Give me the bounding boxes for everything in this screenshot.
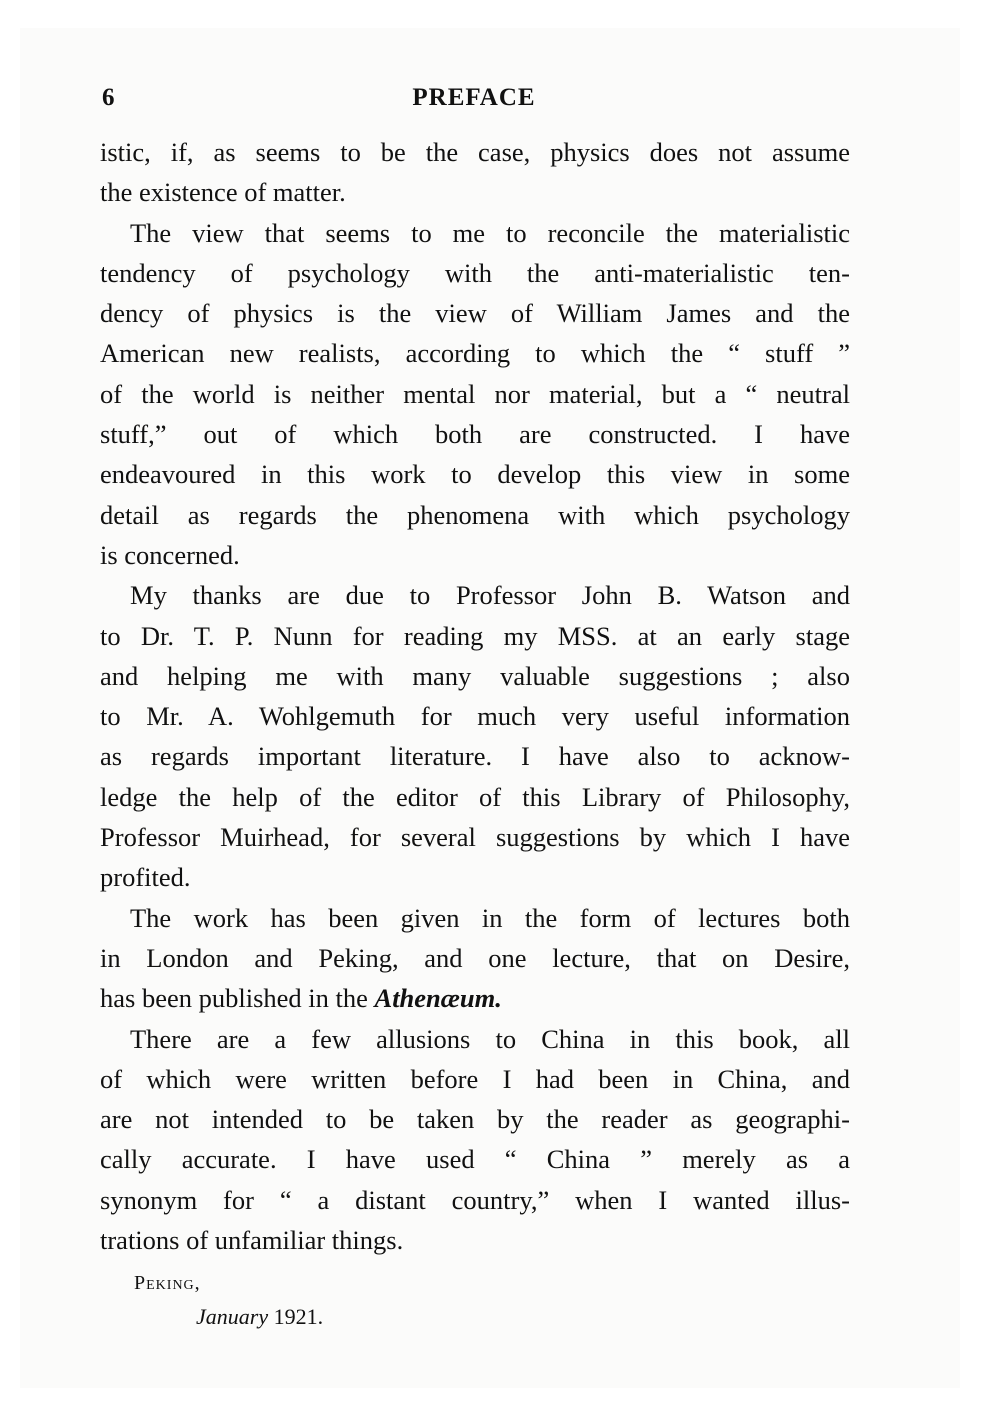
paragraph-5 xyxy=(100,1019,850,1261)
text-line: The view that seems to me to reconcile the materialistic xyxy=(130,217,850,248)
text-line: endeavoured in this work to develop this view in some xyxy=(100,459,850,490)
text-line: dency of physics is the view of William James and the xyxy=(100,298,850,329)
text-line: are not intended to be taken by the reader as geographi- xyxy=(100,1104,850,1135)
text-line: There are a few allusions to China in this book, all xyxy=(130,1023,850,1054)
text-line: stuff,” out of which both are constructed. I have xyxy=(100,419,850,450)
text-line: American new realists, according to which the “ stuff ” xyxy=(100,338,850,369)
journal-title: Athenæum. xyxy=(374,983,502,1014)
text-line: detail as regards the phenomena with which psychology xyxy=(100,499,850,530)
text-line: My thanks are due to Professor John B. Watson and xyxy=(130,580,850,611)
signoff-place: Peking, xyxy=(134,1272,201,1294)
page-number: 6 xyxy=(102,84,115,111)
text-line: tendency of psychology with the anti-materialistic ten- xyxy=(100,257,850,288)
signoff xyxy=(134,1266,323,1334)
text-line xyxy=(100,978,850,1018)
text-line: is concerned. xyxy=(100,539,240,570)
text-line: the existence of matter. xyxy=(100,177,346,208)
text-line: istic, if, as seems to be the case, physics does not assume xyxy=(100,137,850,167)
text-line: and helping me with many valuable suggestions ; also xyxy=(100,660,850,691)
text-fragment: has been published in the xyxy=(100,983,368,1014)
paragraph-2 xyxy=(100,213,850,576)
text-line: to Mr. A. Wohlgemuth for much very useful information xyxy=(100,701,850,732)
text-line: cally accurate. I have used “ China ” merely as a xyxy=(100,1144,850,1175)
text-line: synonym for “ a distant country,” when I wanted illus- xyxy=(100,1184,850,1215)
signoff-date xyxy=(134,1300,323,1334)
paragraph-1 xyxy=(100,132,850,213)
text-line: Professor Muirhead, for several suggestions by which I have xyxy=(100,822,850,853)
text-line: in London and Peking, and one lecture, that on Desire, xyxy=(100,942,850,973)
text-line: to Dr. T. P. Nunn for reading my MSS. at an early stage xyxy=(100,620,850,651)
paragraph-4 xyxy=(100,898,850,1019)
text-line: ledge the help of the editor of this Library of Philosophy, xyxy=(100,781,850,812)
running-head xyxy=(0,84,1000,114)
text-line: The work has been given in the form of lectures both xyxy=(130,902,850,933)
body-text xyxy=(100,132,850,1260)
text-line: of which were written before I had been in China, and xyxy=(100,1063,850,1094)
text-line: profited. xyxy=(100,862,191,893)
signoff-month: January xyxy=(196,1304,269,1329)
paragraph-3 xyxy=(100,575,850,897)
signoff-year: 1921. xyxy=(273,1304,324,1329)
text-line: trations of unfamiliar things. xyxy=(100,1225,404,1256)
text-line: of the world is neither mental nor material, but a “ neutral xyxy=(100,378,850,409)
running-title: PREFACE xyxy=(412,84,536,111)
text-line: as regards important literature. I have also to acknow- xyxy=(100,741,850,772)
